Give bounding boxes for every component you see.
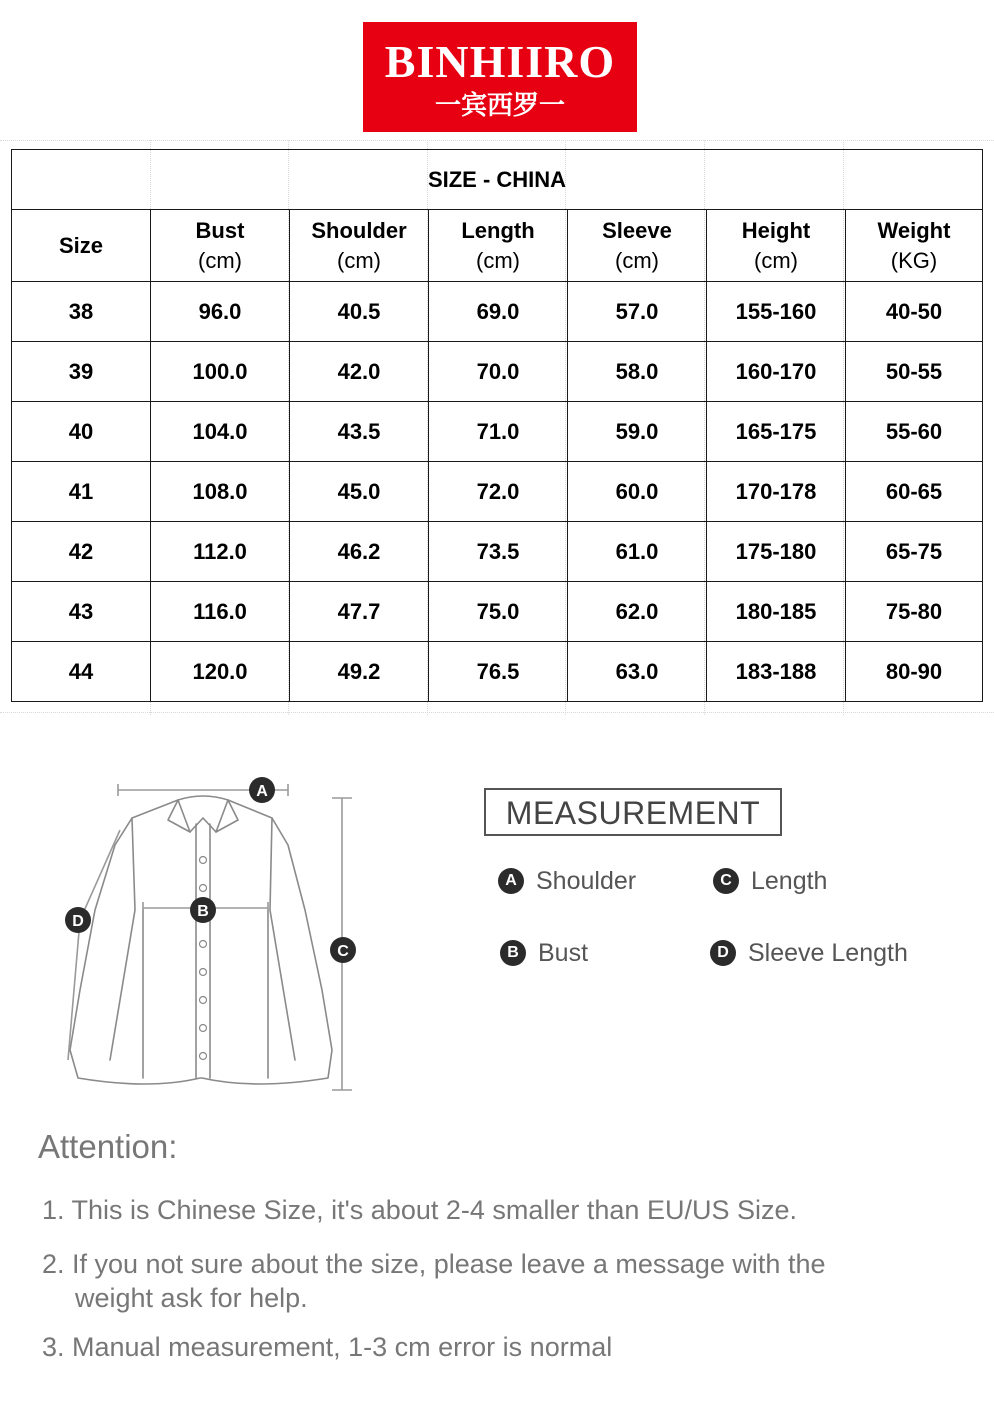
shirt-diagram [40, 760, 380, 1105]
table-cell: 61.0 [568, 522, 707, 582]
table-cell: 45.0 [290, 462, 429, 522]
column-header [707, 210, 846, 282]
table-cell: 175-180 [707, 522, 846, 582]
table-cell: 55-60 [846, 402, 983, 462]
marker-label: A [256, 783, 268, 800]
table-cell: 155-160 [707, 282, 846, 342]
table-row [12, 522, 983, 582]
table-cell: 100.0 [151, 342, 290, 402]
brand-name: BINHIIRO [384, 36, 616, 87]
table-row [12, 282, 983, 342]
button-icon [200, 857, 207, 864]
attention-note: 3. Manual measurement, 1-3 cm error is normal [42, 1332, 613, 1362]
marker-a-icon [249, 777, 275, 803]
column-header [429, 210, 568, 282]
attention-note: weight ask for help. [75, 1283, 308, 1313]
table-cell: 40 [12, 402, 151, 462]
button-icon [200, 969, 207, 976]
table-cell: 62.0 [568, 582, 707, 642]
column-name: Length [461, 217, 535, 243]
marker-a-icon: A [498, 868, 524, 894]
marker-b-icon [190, 897, 216, 923]
table-cell: 49.2 [290, 642, 429, 702]
column-header [846, 210, 983, 282]
column-name: Weight [877, 217, 951, 243]
table-cell: 38 [12, 282, 151, 342]
marker-label: C [337, 943, 349, 960]
table-cell: 42.0 [290, 342, 429, 402]
table-body [12, 282, 983, 702]
brand-logo [363, 22, 637, 132]
column-name: Shoulder [311, 217, 407, 243]
column-header [568, 210, 707, 282]
legend-label: Bust [538, 938, 589, 967]
column-unit: (cm) [476, 247, 520, 273]
column-name: Sleeve [602, 217, 672, 243]
shirt-collar [178, 796, 228, 832]
table-cell: 47.7 [290, 582, 429, 642]
button-icon [200, 941, 207, 948]
table-cell: 40.5 [290, 282, 429, 342]
table-cell: 42 [12, 522, 151, 582]
legend-label: Sleeve Length [748, 938, 908, 967]
column-header [12, 210, 151, 282]
table-header-row [12, 210, 983, 282]
column-unit: (cm) [754, 247, 798, 273]
table-cell: 58.0 [568, 342, 707, 402]
marker-d-icon: D [710, 940, 736, 966]
button-icon [200, 1025, 207, 1032]
measurement-title: MEASUREMENT [484, 788, 782, 836]
table-cell: 44 [12, 642, 151, 702]
table-row [12, 402, 983, 462]
column-unit: (cm) [615, 247, 659, 273]
button-icon [200, 1053, 207, 1060]
table-row [12, 342, 983, 402]
table-cell: 40-50 [846, 282, 983, 342]
table-cell: 41 [12, 462, 151, 522]
table-cell: 73.5 [429, 522, 568, 582]
table-row [12, 462, 983, 522]
table-cell: 80-90 [846, 642, 983, 702]
marker-b-icon: B [500, 940, 526, 966]
table-row [12, 642, 983, 702]
table-cell: 60-65 [846, 462, 983, 522]
button-icon [200, 997, 207, 1004]
table-cell: 71.0 [429, 402, 568, 462]
table-cell: 43 [12, 582, 151, 642]
attention-title: Attention: [38, 1128, 178, 1165]
table-cell: 50-55 [846, 342, 983, 402]
table-cell: 63.0 [568, 642, 707, 702]
legend-item-length [713, 866, 827, 896]
column-name: Bust [195, 217, 245, 243]
attention-note: 2. If you not sure about the size, please leave a message with the [42, 1249, 826, 1279]
legend-label: Length [751, 866, 828, 895]
table-cell: 46.2 [290, 522, 429, 582]
guide-line [0, 712, 994, 713]
table-cell: 160-170 [707, 342, 846, 402]
marker-c-icon: C [713, 868, 739, 894]
table-cell: 108.0 [151, 462, 290, 522]
table-cell: 39 [12, 342, 151, 402]
column-header [151, 210, 290, 282]
legend-item-sleeve-length [710, 938, 908, 968]
column-unit: (cm) [198, 247, 242, 273]
column-name: Height [741, 217, 811, 243]
table-cell: 104.0 [151, 402, 290, 462]
column-header [290, 210, 429, 282]
table-cell: 65-75 [846, 522, 983, 582]
brand-subtitle: 一宾西罗一 [434, 91, 565, 121]
table-cell: 165-175 [707, 402, 846, 462]
table-cell: 57.0 [568, 282, 707, 342]
column-unit: (cm) [337, 247, 381, 273]
table-cell: 59.0 [568, 402, 707, 462]
table-cell: 170-178 [707, 462, 846, 522]
button-icon [200, 885, 207, 892]
table-cell: 75-80 [846, 582, 983, 642]
table-cell: 112.0 [151, 522, 290, 582]
table-cell: 72.0 [429, 462, 568, 522]
table-cell: 120.0 [151, 642, 290, 702]
marker-label: D [72, 913, 84, 930]
table-cell: 60.0 [568, 462, 707, 522]
marker-d-icon [65, 907, 91, 933]
table-cell: 43.5 [290, 402, 429, 462]
legend-label: Shoulder [536, 866, 637, 895]
table-title-row [12, 150, 983, 210]
table-cell: 70.0 [429, 342, 568, 402]
column-unit: (KG) [890, 247, 938, 273]
table-row [12, 582, 983, 642]
marker-c-icon [330, 937, 356, 963]
guide-line [0, 140, 994, 141]
column-name: Size [58, 232, 104, 258]
legend-item-shoulder [498, 866, 636, 896]
table-cell: 183-188 [707, 642, 846, 702]
table-cell: 116.0 [151, 582, 290, 642]
table-cell: 69.0 [429, 282, 568, 342]
marker-label: B [197, 903, 209, 920]
table-cell: 76.5 [429, 642, 568, 702]
table-title: SIZE - CHINA [12, 150, 983, 210]
size-table [11, 149, 983, 702]
legend-item-bust [500, 938, 588, 968]
table-cell: 75.0 [429, 582, 568, 642]
table-cell: 96.0 [151, 282, 290, 342]
attention-note: 1. This is Chinese Size, it's about 2-4 smaller than EU/US Size. [42, 1195, 797, 1225]
table-cell: 180-185 [707, 582, 846, 642]
